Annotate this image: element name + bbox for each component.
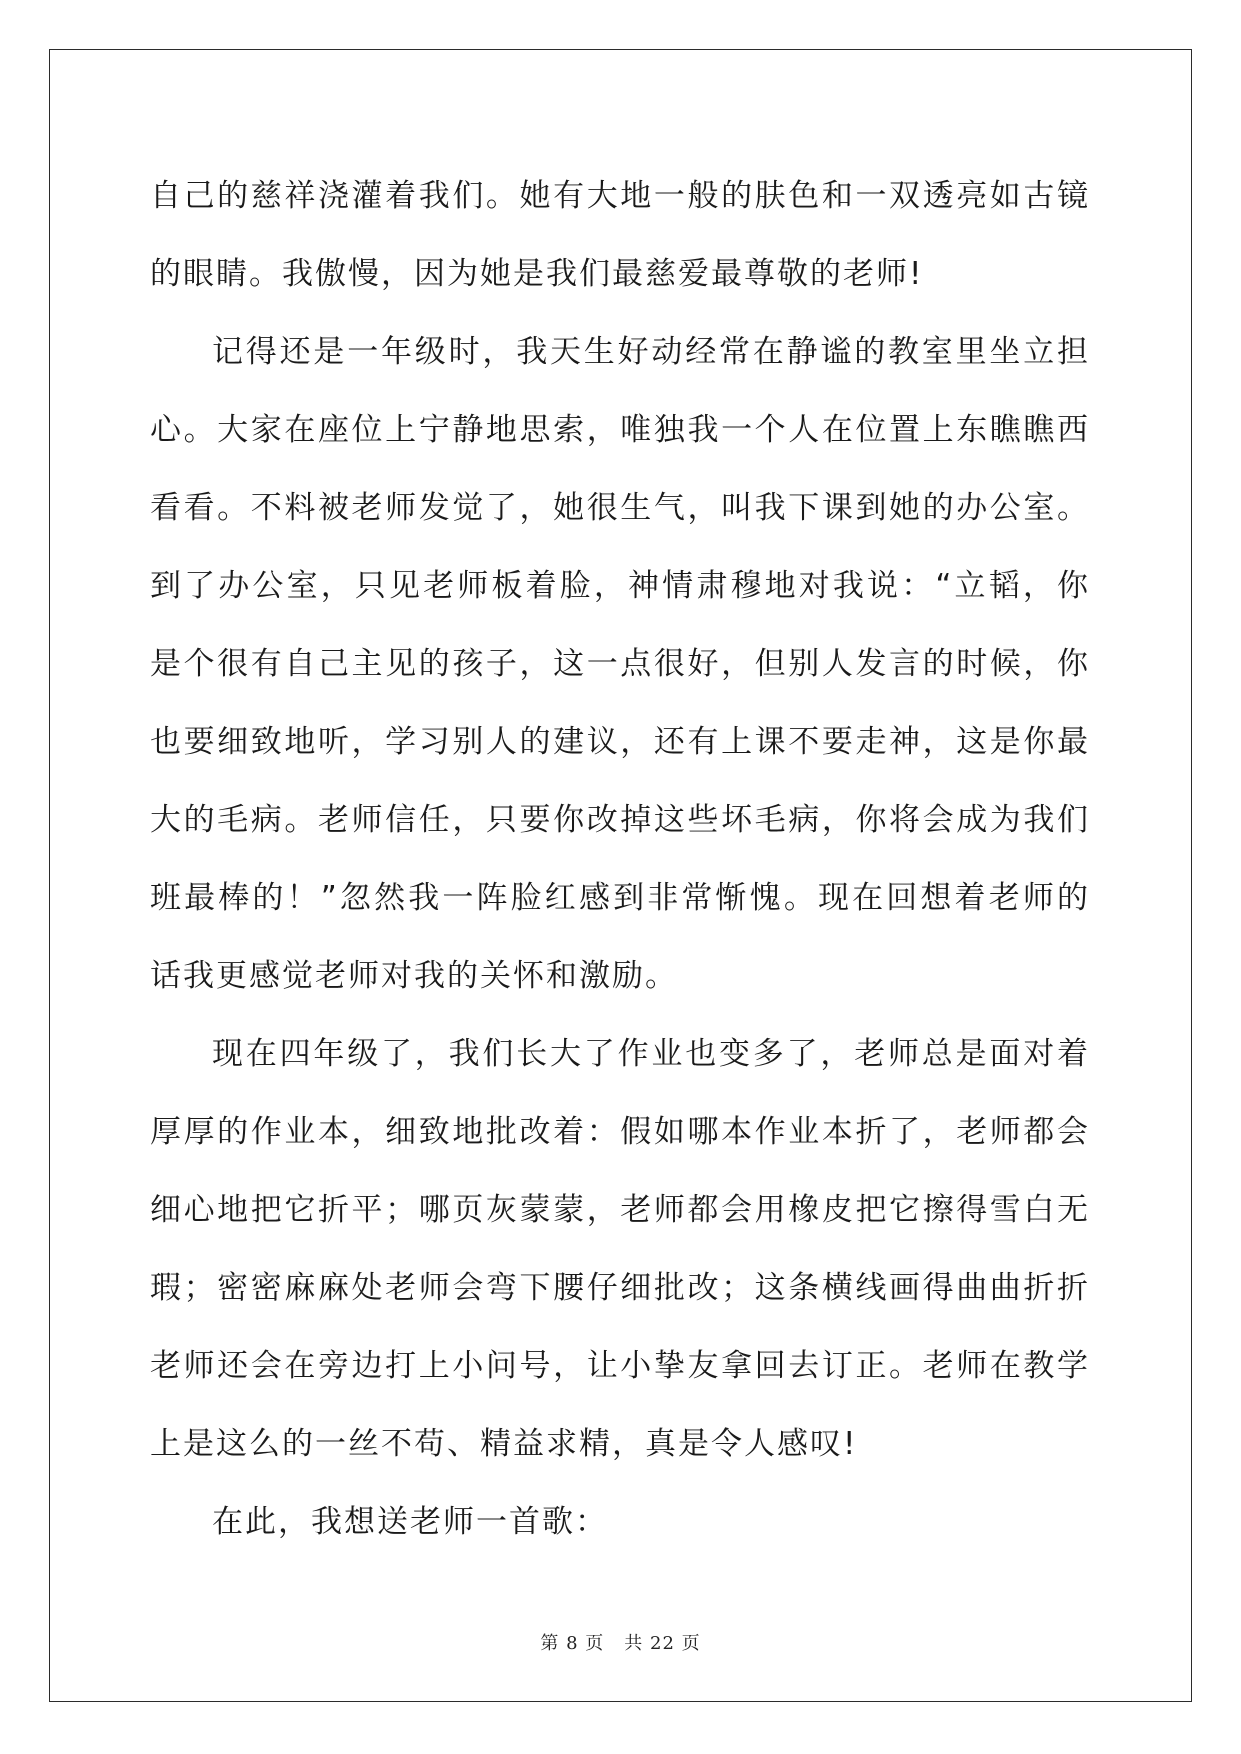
page-total: 共 22 页: [624, 1633, 701, 1654]
paragraph-1: 自己的慈祥浇灌着我们。她有大地一般的肤色和一双透亮如古镜的眼睛。我傲慢，因为她是我们最慈爱最尊敬的老师!: [150, 178, 1090, 292]
page-footer: [0, 1629, 1241, 1655]
page-number: 第 8 页: [540, 1633, 605, 1654]
paragraph-4: 在此，我想送老师一首歌：: [212, 1504, 608, 1540]
paragraph-3: 现在四年级了，我们长大了作业也变多了，老师总是面对着厚厚的作业本，细致地批改着：假如哪本作业本折了，老师都会细心地把它折平；哪页灰蒙蒙，老师都会用橡皮把它擦得雪白无瑕；密密麻麻处老师会弯下腰仔细批改；这条横线画得曲曲折折老师还会在旁边打上小问号，让小挚友拿回去订正。老师在教学上是这么的一丝不苟、精益求精，真是令人感叹!: [150, 1036, 1090, 1462]
document-body: [150, 157, 1090, 1561]
paragraph-2: 记得还是一年级时，我天生好动经常在静谧的教室里坐立担心。大家在座位上宁静地思索，唯独我一个人在位置上东瞧瞧西看看。不料被老师发觉了，她很生气，叫我下课到她的办公室。到了办公室，只见老师板着脸，神情肃穆地对我说：“立韬，你是个很有自己主见的孩子，这一点很好，但别人发言的时候，你也要细致地听，学习别人的建议，还有上课不要走神，这是你最大的毛病。老师信任，只要你改掉这些坏毛病，你将会成为我们班最棒的！”忽然我一阵脸红感到非常惭愧。现在回想着老师的话我更感觉老师对我的关怀和激励。: [150, 334, 1090, 994]
